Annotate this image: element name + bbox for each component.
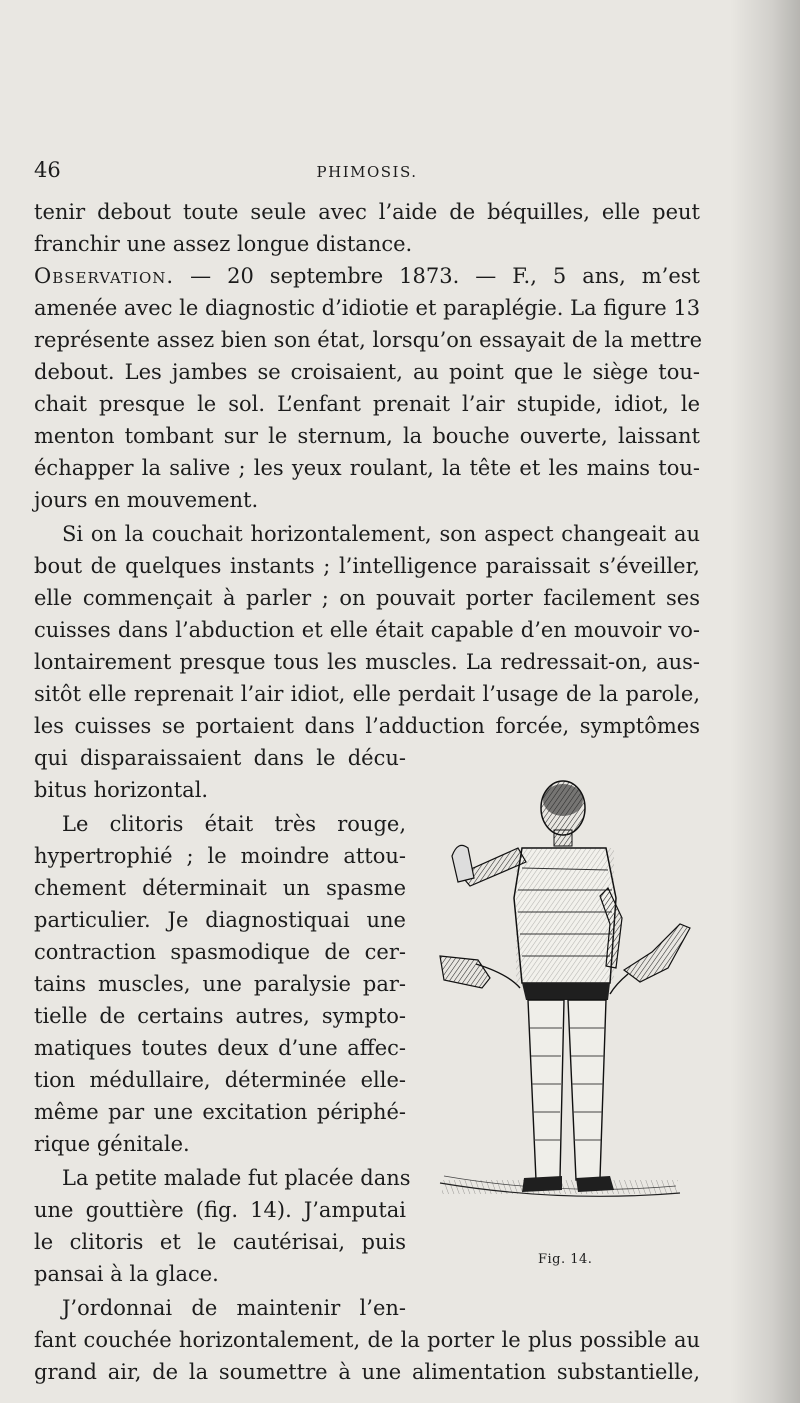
text-line: tenir debout toute seule avec l’aide de béquilles, elle peut: [34, 200, 700, 224]
text-line: même par une excitation périphé-: [34, 1100, 406, 1124]
observation-label: Observation.: [34, 264, 175, 288]
text-line: hypertrophié ; le moindre attou-: [34, 844, 406, 868]
text-line: franchir une assez longue distance.: [34, 232, 413, 256]
text-line: tains muscles, une paralysie par-: [34, 972, 406, 996]
text-line: fant couchée horizontalement, de la porter le plus possible au: [34, 1328, 700, 1352]
text-line: [34, 261, 700, 291]
text-line: amenée avec le diagnostic d’idiotie et paraplégie. La figure 13: [34, 296, 701, 320]
page-header: [34, 155, 700, 189]
text-line: bout de quelques instants ; l’intelligence paraissait s’éveiller,: [34, 554, 700, 578]
text-line: qui disparaissaient dans le décu-: [34, 746, 406, 770]
text-line: grand air, de la soumettre à une alimentation substantielle,: [34, 1360, 700, 1384]
text-line: lontairement presque tous les muscles. La redressait-on, aus-: [34, 650, 700, 674]
text-line: bitus horizontal.: [34, 778, 209, 802]
text-line: représente assez bien son état, lorsqu’on essayait de la mettre: [34, 328, 702, 352]
text-line: menton tombant sur le sternum, la bouche ouverte, laissant: [34, 424, 700, 448]
text-line: elle commençait à parler ; on pouvait porter facilement ses: [34, 586, 700, 610]
text-line: chement déterminait un spasme: [34, 876, 406, 900]
text-line: le clitoris et le cautérisai, puis: [34, 1230, 406, 1254]
text-line: échapper la salive ; les yeux roulant, la tête et les mains tou-: [34, 456, 700, 480]
text-line: une gouttière (fig. 14). J’amputai: [34, 1198, 406, 1222]
text-line: La petite malade fut placée dans: [62, 1166, 411, 1190]
text-line: les cuisses se portaient dans l’adduction forcée, symptômes: [34, 714, 700, 738]
text-line: rique génitale.: [34, 1132, 190, 1156]
text-line: tielle de certains autres, sympto-: [34, 1004, 406, 1028]
figure-14-illustration: [430, 778, 702, 1248]
observation-heading-text: — 20 septembre 1873. — F., 5 ans, m’est: [190, 264, 700, 288]
text-line: jours en mouvement.: [34, 488, 259, 512]
text-line: tion médullaire, déterminée elle-: [34, 1068, 406, 1092]
text-line: cuisses dans l’abduction et elle était capable d’en mouvoir vo-: [34, 618, 700, 642]
page-number: 46: [34, 158, 61, 182]
text-line: particulier. Je diagnostiquai une: [34, 908, 406, 932]
text-line: Le clitoris était très rouge,: [62, 812, 406, 836]
text-line: Si on la couchait horizontalement, son aspect changeait au: [62, 522, 700, 546]
text-line: J’ordonnai de maintenir l’en-: [62, 1296, 406, 1320]
text-line: contraction spasmodique de cer-: [34, 940, 406, 964]
text-line: matiques toutes deux d’une affec-: [34, 1036, 406, 1060]
text-line: pansai à la glace.: [34, 1262, 219, 1286]
running-head: PHIMOSIS.: [316, 163, 418, 181]
figure-caption: Fig. 14.: [538, 1252, 593, 1267]
text-line: debout. Les jambes se croisaient, au point que le siège tou-: [34, 360, 700, 384]
page-edge-shadow: [730, 0, 800, 1403]
text-line: chait presque le sol. L’enfant prenait l’air stupide, idiot, le: [34, 392, 700, 416]
text-line: sitôt elle reprenait l’air idiot, elle perdait l’usage de la parole,: [34, 682, 700, 706]
